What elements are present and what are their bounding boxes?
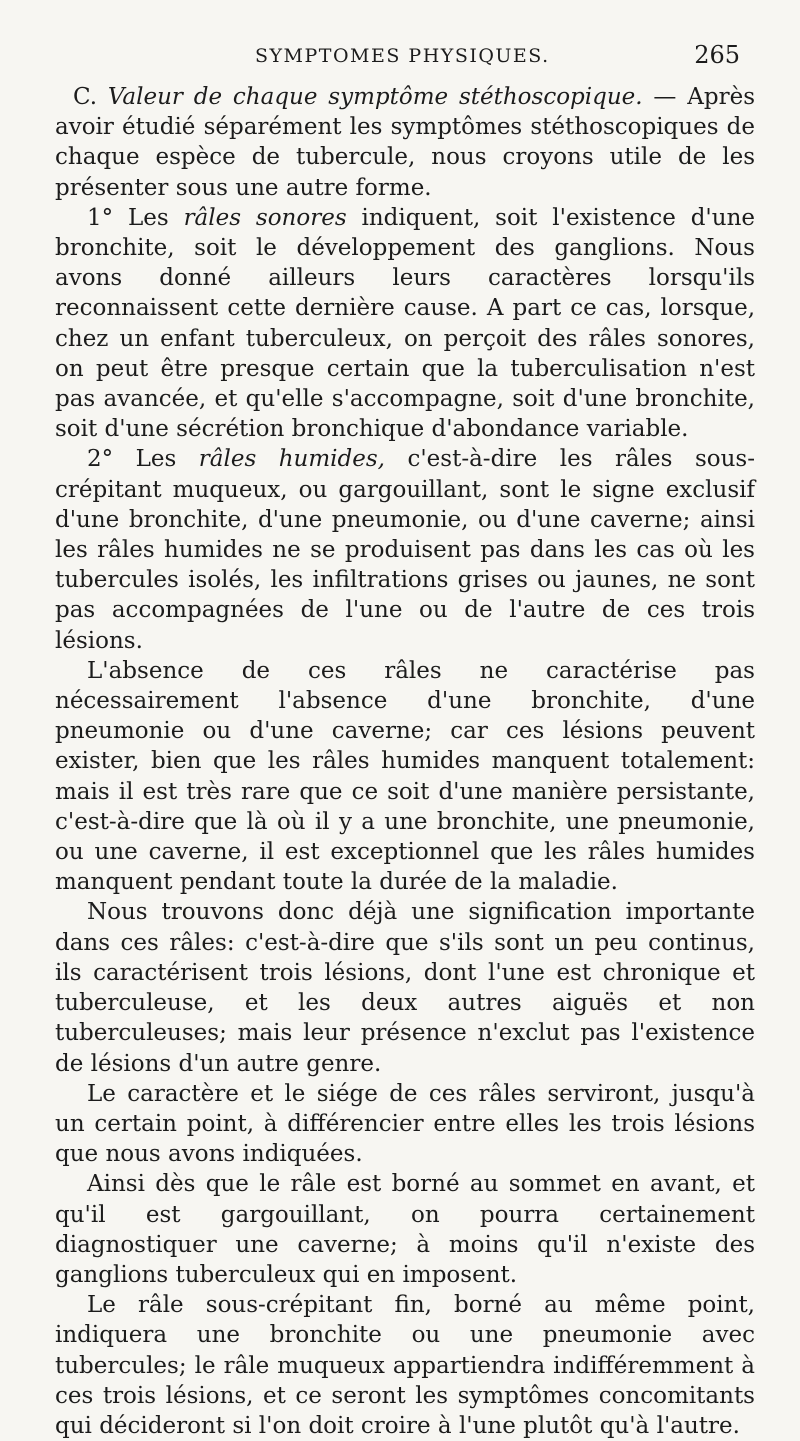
paragraph-absence: L'absence de ces râles ne caractérise pas nécessairement l'absence d'une bronchite, d'une pneumonie ou d'une caverne; car ces lésions peuvent exister, bien que les râles humides manquent totalement: mais il est très rare que ce soit d'une manière persistante, c'est-à-dire que là où il y a une bronchite, une pneumonie, ou une caverne, il est exceptionnel que les râles humides manquent pendant toute la durée de la maladie. — [55, 657, 755, 896]
section-title: Valeur de chaque symptôme stéthoscopique. — [107, 84, 643, 110]
italic-term: râles humides, — [198, 446, 385, 473]
item-number: 1° Les — [87, 204, 184, 231]
section-letter: C. — [73, 84, 108, 110]
paragraph-caractere: Le caractère et le siége de ces râles serviront, jusqu'à un certain point, à différencier entre elles les trois lésions que nous avons indiquées. — [55, 1080, 755, 1168]
paragraph-text: indiquent, soit l'existence d'une bronchite, soit le développement des ganglions. Nous avons donné ailleurs leurs caractères lorsqu'ils reconnaissent cette dernière cause. A part ce cas, lorsque, chez un enfant tuberculeux, on perçoit des râles sonores, on peut être presque certain que la tuberculisation n'est pas avancée, et qu'elle s'accompagne, soit d'une bronchite, soit d'une sécrétion bronchique d'abondance variable. — [55, 204, 755, 443]
item-number: 2° Les — [87, 446, 199, 473]
paragraph-rales-humides — [55, 444, 755, 655]
paragraph-rales-sonores — [55, 203, 755, 445]
page-number: 265 — [694, 41, 740, 69]
italic-term: râles sonores — [183, 204, 347, 231]
paragraph-rale-fin: Le râle sous-crépitant fin, borné au même point, indiquera une bronchite ou une pneumonie avec tubercules; le râle muqueux appartiendra indifféremment à ces trois lésions, et ce seront les symptômes concomitants qui décideront si l'on doit croire à l'une plutôt qu'à l'autre. — [55, 1292, 755, 1439]
paragraph-ainsi: Ainsi dès que le râle est borné au sommet en avant, et qu'il est gargouillant, on pourra certainement diagnostiquer une caverne; à moins qu'il n'existe des ganglions tuberculeux qui en imposent. — [55, 1171, 755, 1288]
running-head: SYMPTOMES PHYSIQUES. — [255, 45, 550, 67]
paragraph-signification: Nous trouvons donc déjà une signification importante dans ces râles: c'est-à-dire que s'ils sont un peu continus, ils caractérisent trois lésions, dont l'une est chronique et tuberculeuse, et les deux autres aiguës et non tuberculeuses; mais leur présence n'exclut pas l'existence de lésions d'un autre genre. — [55, 899, 755, 1077]
paragraph-c-valeur — [55, 82, 755, 203]
page-header — [60, 41, 740, 75]
paragraph-text: c'est-à-dire les râles sous-crépitant muqueux, ou gargouillant, sont le signe exclusif d'une bronchite, d'une pneumonie, ou d'une caverne; ainsi les râles humides ne se produisent pas dans les cas où les tubercules isolés, les infiltrations grises ou jaunes, ne sont pas accompagnées de l'une ou de l'autre de ces trois lésions. — [55, 446, 755, 654]
paragraph-text: — Après avoir étudié séparément les symptômes stéthoscopiques de chaque espèce de tubercule, nous croyons utile de les présenter sous une autre forme. — [55, 84, 755, 201]
body-text — [55, 82, 755, 1441]
